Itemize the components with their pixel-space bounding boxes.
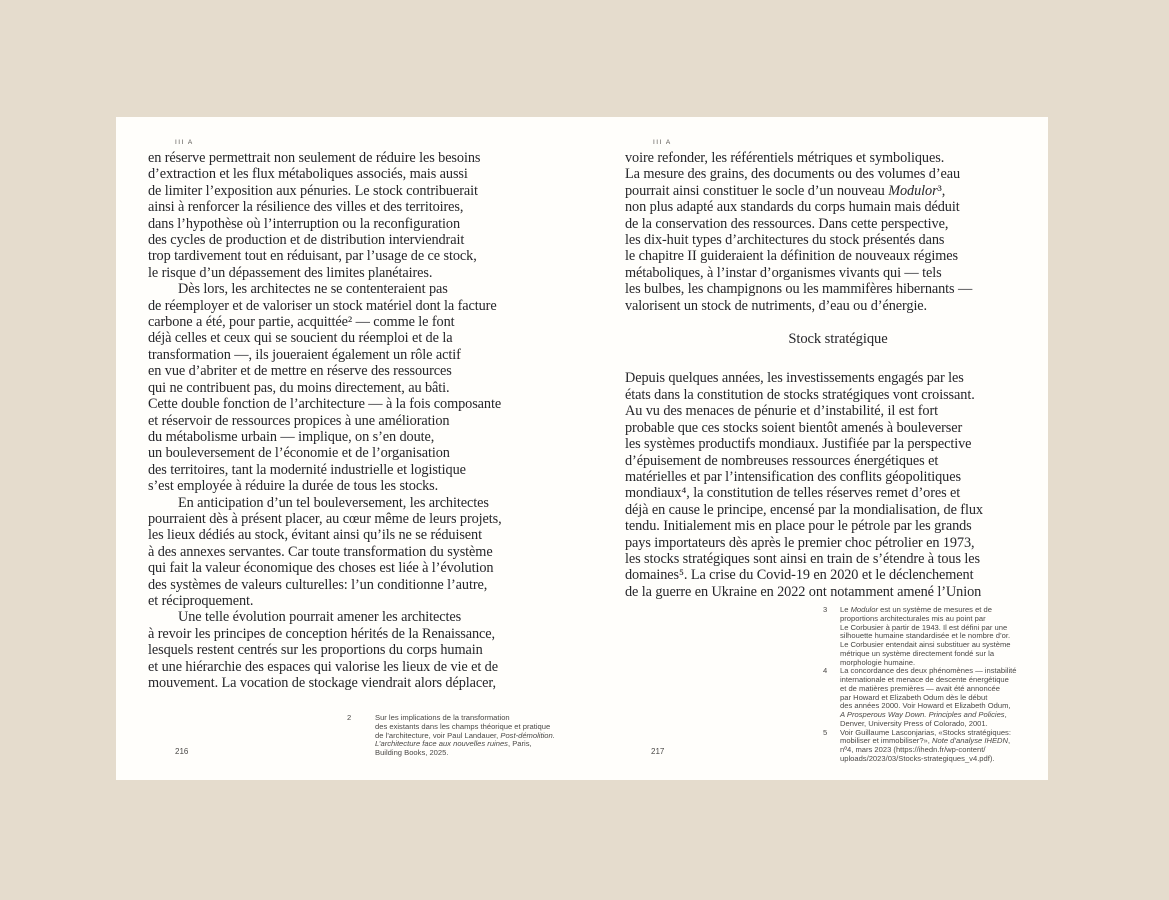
text-line: Une telle évolution pourrait amener les architectes: [178, 609, 462, 626]
page-number-right: 217: [651, 747, 665, 756]
text-line: en vue d’abriter et de mettre en réserve des ressources: [148, 363, 452, 380]
text-line: trop tardivement tout en réduisant, par l’usage de ce stock,: [148, 248, 477, 265]
text-line: tendu. Initialement mis en place pour le pétrole par les grands: [625, 518, 972, 535]
right-paragraph-1: [625, 150, 1051, 314]
text-line: ainsi à renforcer la résilience des villes et des territoires,: [148, 199, 464, 216]
text-line: des années 2000. Voir Howard et Elizabeth Odum,: [840, 701, 1011, 711]
text-line: valorisent un stock de nutriments, d’eau ou d’énergie.: [625, 297, 928, 314]
footnote-3-number: 3: [823, 605, 828, 614]
text-line: voire refonder, les référentiels métriques et symboliques.: [625, 150, 945, 166]
text-line: qui ne contribuent pas, du moins directement, au bâti.: [148, 379, 450, 396]
text-line: Sur les implications de la transformation: [375, 713, 510, 722]
text-line: à des annexes servantes. Car toute transformation du système: [148, 543, 493, 560]
text-line: proportions architecturales mis au point par: [840, 613, 986, 623]
text-line: uploads/2023/03/Stocks-strategiques_v4.pdf).: [840, 753, 995, 763]
footnote-5: [823, 729, 1038, 764]
text-line: et réservoir de ressources propices à une amélioration: [148, 412, 450, 429]
footnote-4-number: 4: [823, 666, 828, 676]
text-line: Voir Guillaume Lasconjarias, «Stocks stratégiques:: [840, 727, 1011, 737]
left-footnote-block: [347, 714, 557, 758]
text-line: de réemployer et de valoriser un stock matériel dont la facture: [148, 297, 497, 314]
text-line: le risque d’un dépassement des limites planétaires.: [148, 264, 433, 281]
text-line: A Prosperous Way Down. Principles and Policies,: [840, 710, 1007, 719]
text-line: La concordance des deux phénomènes — instabilité: [840, 666, 1017, 676]
footnote-5-text: [840, 729, 1038, 764]
text-line: La mesure des grains, des documents ou des volumes d’eau: [625, 166, 961, 183]
text-line: des territoires, tant la modernité industrielle et logistique: [148, 461, 466, 478]
text-line: pourrait ainsi constituer le socle d’un nouveau Modulor³,: [625, 182, 946, 199]
text-line: déjà celles et ceux qui se soucient du réemploi et de la: [148, 330, 453, 347]
text-line: mondiaux⁴, la constitution de telles réserves remet d’ores et: [625, 485, 961, 502]
text-line: d’épuisement de nombreuses ressources énergétiques et: [625, 452, 939, 469]
footnote-4-text: [840, 667, 1038, 728]
text-line: les systèmes productifs mondiaux. Justifiée par la perspective: [625, 436, 972, 453]
text-line: mouvement. La vocation de stockage viendrait alors déplacer,: [148, 675, 496, 691]
text-line: pourraient dès à présent placer, au cœur même de leurs projets,: [148, 510, 502, 527]
text-line: transformation —, ils joueraient également un rôle actif: [148, 346, 461, 363]
text-line: Dès lors, les architectes ne se contenteraient pas: [178, 281, 448, 298]
text-line: Le Modulor est un système de mesures et de: [840, 605, 992, 614]
left-body-text: [148, 150, 574, 691]
text-line: Building Books, 2025.: [375, 748, 449, 757]
text-line: carbone a été, pour partie, acquittée² — comme le font: [148, 314, 455, 331]
footnote-2-text: [375, 714, 557, 758]
text-line: de la conservation des ressources. Dans cette perspective,: [625, 215, 949, 232]
book-spread: [116, 117, 1048, 780]
footnote-4: [823, 667, 1038, 728]
text-line: les stocks stratégiques sont ainsi en train de s’étendre à tous les: [625, 550, 981, 567]
text-line: qui fait la valeur économique des choses est liée à l’évolution: [148, 560, 494, 577]
text-line: silhouette humaine standardisée et le nombre d’or.: [840, 631, 1011, 641]
text-line: des cycles de production et de distribution interviendrait: [148, 232, 465, 249]
text-line: pays importateurs dès après le premier choc pétrolier en 1973,: [625, 534, 975, 551]
text-line: de l’architecture, voir Paul Landauer, Post-démolition.: [375, 730, 555, 740]
text-line: L’architecture face aux nouvelles ruines, Paris,: [375, 739, 532, 749]
running-head-right: III A: [653, 139, 672, 146]
text-line: d’extraction et les flux métaboliques associés, mais aussi: [148, 166, 468, 183]
right-body-text: [625, 150, 1051, 600]
page-right: [582, 117, 1048, 780]
text-line: non plus adapté aux standards du corps humain mais déduit: [625, 199, 960, 216]
text-line: déjà en cause le principe, encensé par la mondialisation, de flux: [625, 501, 983, 518]
page-number-left: 216: [175, 747, 189, 756]
text-line: s’est employée à réduire la durée de tous les stocks.: [148, 478, 439, 495]
text-line: Cette double fonction de l’architecture — à la fois composante: [148, 396, 502, 413]
text-line: Denver, University Press of Colorado, 2001.: [840, 718, 988, 728]
text-line: et une hiérarchie des espaces qui valorise les lieux de vie et de: [148, 658, 498, 675]
text-line: Depuis quelques années, les investissements engagés par les: [625, 370, 964, 387]
text-line: des existants dans les champs théorique et pratique: [375, 721, 551, 731]
text-line: états dans la constitution de stocks stratégiques vont croissant.: [625, 386, 975, 403]
text-line: du métabolisme urbain — implique, on s’en doute,: [148, 428, 435, 445]
text-line: les dix-huit types d’architectures du stock présentés dans: [625, 232, 945, 249]
text-line: nº4, mars 2023 (https://ihedn.fr/wp-content/: [840, 745, 986, 754]
footnote-5-number: 5: [823, 727, 828, 737]
text-line: En anticipation d’un tel bouleversement, les architectes: [178, 494, 489, 511]
text-line: morphologie humaine.: [840, 657, 916, 667]
text-line: en réserve permettrait non seulement de réduire les besoins: [148, 150, 481, 166]
running-head-left: III A: [175, 139, 194, 146]
text-line: Au vu des menaces de pénurie et d’instabilité, il est fort: [625, 403, 939, 420]
footnote-3: [823, 606, 1038, 667]
text-line: Le Corbusier à partir de 1943. Il est défini par une: [840, 622, 1008, 632]
text-line: et réciproquement.: [148, 592, 254, 609]
text-line: probable que ces stocks soient bientôt amenés à bouleverser: [625, 419, 963, 436]
text-line: le chapitre II guideraient la définition de nouveaux régimes: [625, 248, 959, 265]
text-line: mobiliser et immobiliser?», Note d’analyse IHEDN,: [840, 736, 1011, 746]
text-line: un bouleversement de l’économie et de l’organisation: [148, 445, 450, 462]
text-line: des systèmes de valeurs culturelles: l’un conditionne l’autre,: [148, 576, 488, 593]
text-line: métaboliques, à l’instar d’organismes vivants qui — tels: [625, 264, 942, 281]
text-line: dans l’hypothèse où l’interruption ou la reconfiguration: [148, 215, 461, 232]
text-line: internationale et menace de descente énergétique: [840, 675, 1009, 684]
text-line: les bulbes, les champignons ou les mammifères hibernants —: [625, 281, 973, 298]
text-line: de limiter l’exposition aux pénuries. Le stock contribuerait: [148, 182, 478, 199]
text-line: domaines⁵. La crise du Covid-19 en 2020 et le déclenchement: [625, 567, 974, 584]
text-line: à revoir les principes de conception hérités de la Renaissance,: [148, 625, 496, 642]
text-line: lesquels restent centrés sur les proportions du corps humain: [148, 642, 483, 659]
text-line: matérielles et par l’intensification des conflits géopolitiques: [625, 468, 961, 485]
right-paragraph-2: [625, 370, 1051, 600]
right-footnote-block: [823, 606, 1038, 764]
text-line: par Howard et Elizabeth Odum dès le début: [840, 692, 988, 702]
section-heading: Stock stratégique: [788, 331, 888, 348]
text-line: de la guerre en Ukraine en 2022 ont notamment amené l’Union: [625, 583, 982, 600]
text-line: les lieux dédiés au stock, évitant ainsi qu’ils ne se réduisent: [148, 527, 482, 544]
text-line: Le Corbusier entendait ainsi substituer au système: [840, 640, 1011, 649]
footnote-2-number: 2: [347, 713, 352, 722]
footnote-3-text: [840, 606, 1038, 667]
text-line: et de matières premières — avait été annoncée: [840, 683, 1000, 693]
page-left: [116, 117, 582, 780]
footnote-2: [347, 714, 557, 758]
text-line: métrique un système directement fondé sur la: [840, 648, 995, 658]
